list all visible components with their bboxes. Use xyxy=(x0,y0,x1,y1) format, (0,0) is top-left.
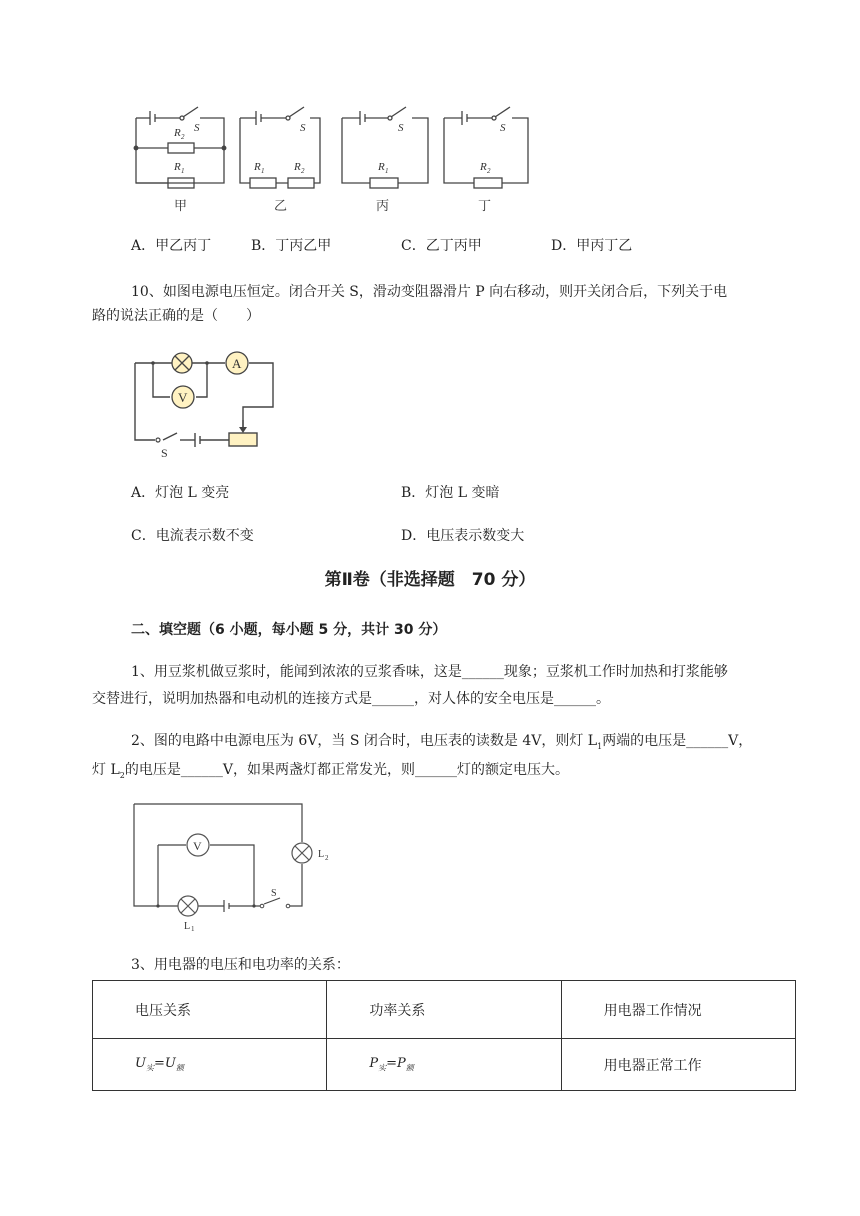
figure-label-ding: 丁 xyxy=(478,198,492,213)
svg-text:R: R xyxy=(480,161,487,173)
table-header-row xyxy=(93,981,796,1039)
q10-stem-line2: 路的说法正确的是（ ） xyxy=(92,308,260,324)
svg-text:S: S xyxy=(161,446,168,460)
q10-stem-line1: 10、如图电源电压恒定。闭合开关 S，滑动变阻器滑片 P 向右移动，则开关闭合后，下列关于电 xyxy=(131,284,728,300)
svg-text:R: R xyxy=(174,127,181,139)
svg-text:A: A xyxy=(232,356,242,371)
svg-text:2: 2 xyxy=(325,854,329,862)
q10-option-a[interactable]: A．灯泡 L 变亮 xyxy=(131,485,230,501)
voltmeter-icon xyxy=(187,834,209,856)
svg-text:R: R xyxy=(294,161,301,173)
svg-text:R: R xyxy=(378,161,385,173)
svg-text:2: 2 xyxy=(301,167,305,175)
svg-text:S: S xyxy=(500,122,506,134)
q9-option-c[interactable]: C．乙丁丙甲 xyxy=(401,238,482,254)
lamp-l1-icon xyxy=(178,896,198,916)
svg-text:2: 2 xyxy=(487,167,491,175)
q10-circuit-figure xyxy=(125,345,275,460)
svg-text:S: S xyxy=(194,122,200,134)
figure-label-jia: 甲 xyxy=(174,198,188,213)
q10-option-d[interactable]: D．电压表示数变大 xyxy=(401,528,525,544)
svg-text:S: S xyxy=(271,888,277,899)
q10-option-c[interactable]: C．电流表示数不变 xyxy=(131,528,254,544)
svg-text:1: 1 xyxy=(261,167,265,175)
circuit-jia xyxy=(136,107,224,188)
fill1-line1: 1、用豆浆机做豆浆时，能闻到浓浓的豆浆香味，这是______现象；豆浆机工作时加热和打浆能够 xyxy=(131,664,728,680)
q9-option-d[interactable]: D．甲丙丁乙 xyxy=(551,238,633,254)
svg-text:S: S xyxy=(398,122,404,134)
lamp-l2-icon xyxy=(292,843,312,863)
svg-text:1: 1 xyxy=(385,167,389,175)
svg-text:V: V xyxy=(193,839,202,853)
fill1-line2: 交替进行，说明加热器和电动机的连接方式是______，对人体的安全电压是______。 xyxy=(92,691,610,707)
fill2-circuit-figure xyxy=(130,800,340,935)
table-header-voltage: 电压关系 xyxy=(93,981,327,1039)
lamp-icon xyxy=(172,353,192,373)
fill2-line2: 灯 $L_2$的电压是______V，如果两盏灯都正常发光，则______灯的额定电压大。 xyxy=(92,762,569,780)
svg-text:2: 2 xyxy=(181,133,185,141)
table-cell-power: $P_实=P_额$ xyxy=(327,1039,561,1091)
svg-text:R: R xyxy=(174,161,181,173)
fill2-line1: 2、图的电路中电源电压为 6V，当 S 闭合时，电压表的读数是 4V，则灯 $L_1$两端的电压是______V， xyxy=(131,733,753,751)
q10-option-b[interactable]: B．灯泡 L 变暗 xyxy=(401,485,500,501)
svg-text:V: V xyxy=(178,390,188,405)
table-header-status: 用电器工作情况 xyxy=(561,981,795,1039)
table-cell-voltage: $U_实=U_额$ xyxy=(93,1039,327,1091)
svg-text:L: L xyxy=(318,849,325,860)
svg-text:1: 1 xyxy=(181,167,185,175)
table-cell-status: 用电器正常工作 xyxy=(561,1039,795,1091)
svg-text:R: R xyxy=(254,161,261,173)
svg-text:L: L xyxy=(184,921,191,932)
ammeter-icon xyxy=(226,352,248,374)
circuit-bing xyxy=(342,107,428,188)
table-header-power: 功率关系 xyxy=(327,981,561,1039)
figure-label-yi: 乙 xyxy=(274,198,288,213)
q9-option-b[interactable]: B．丁丙乙甲 xyxy=(251,238,332,254)
svg-text:1: 1 xyxy=(191,925,195,933)
voltage-power-table xyxy=(92,980,796,1091)
voltmeter-icon xyxy=(172,386,194,408)
figure-label-bing: 丙 xyxy=(376,198,390,213)
section-title: 第Ⅱ卷（非选择题 70 分） xyxy=(324,570,536,590)
section-subtitle: 二、填空题（6 小题，每小题 5 分，共计 30 分） xyxy=(131,622,447,638)
fill3-stem: 3、用电器的电压和电功率的关系： xyxy=(131,957,350,973)
circuit-ding xyxy=(444,107,528,188)
svg-text:S: S xyxy=(300,122,306,134)
q9-circuit-figures xyxy=(120,98,550,218)
circuit-yi xyxy=(240,107,320,188)
q9-option-a[interactable]: A．甲乙丙丁 xyxy=(131,238,212,254)
table-row xyxy=(93,1039,796,1091)
